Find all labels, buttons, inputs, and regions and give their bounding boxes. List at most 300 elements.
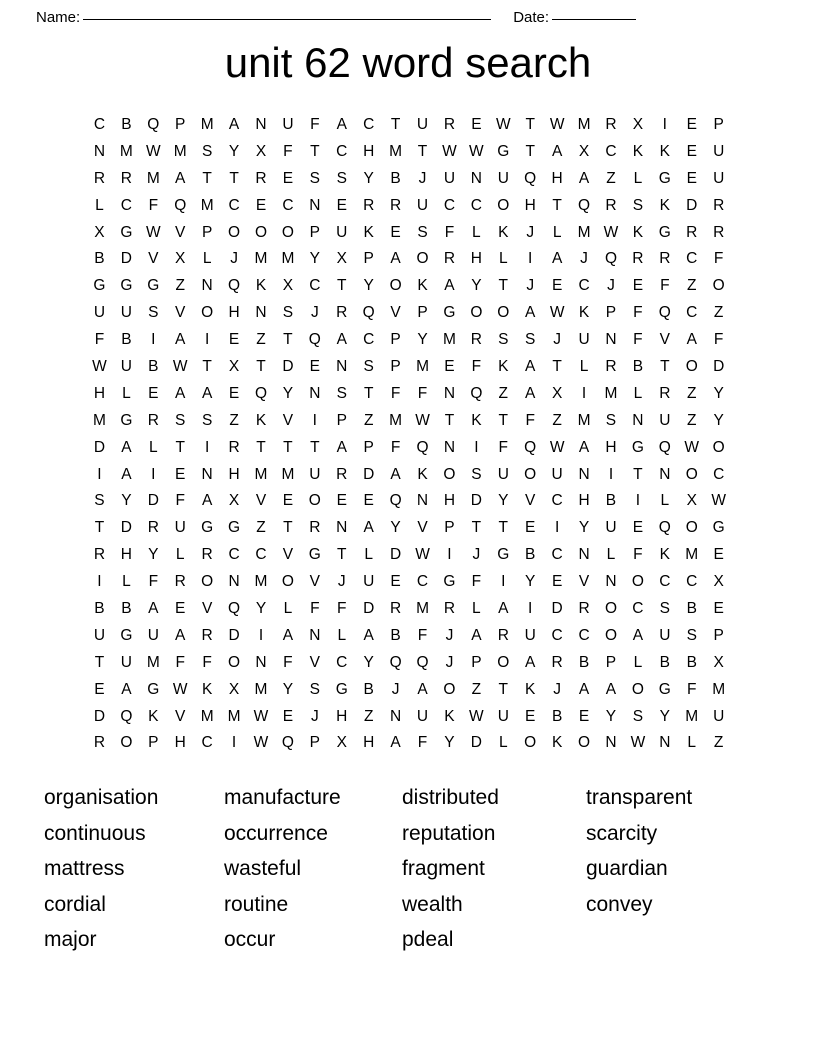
grid-cell[interactable]: L [633,169,643,187]
grid-cell[interactable]: O [228,223,241,241]
grid-cell[interactable]: S [175,411,186,429]
grid-cell[interactable]: L [122,573,131,591]
grid-cell[interactable]: O [712,438,725,456]
grid-cell[interactable]: L [472,600,481,618]
grid-cell[interactable]: T [498,680,509,698]
grid-cell[interactable]: A [525,384,536,402]
grid-cell[interactable]: E [148,384,159,402]
grid-cell[interactable]: J [337,573,346,591]
grid-cell[interactable]: Q [389,492,402,510]
grid-cell[interactable]: R [390,196,402,214]
grid-cell[interactable]: W [442,142,457,160]
grid-cell[interactable]: Z [713,734,724,752]
grid-cell[interactable]: N [605,734,617,752]
grid-cell[interactable]: O [281,223,294,241]
grid-cell[interactable]: C [551,626,563,644]
grid-cell[interactable]: H [228,304,240,322]
grid-cell[interactable]: V [255,492,267,510]
grid-cell[interactable]: X [228,492,240,510]
grid-cell[interactable]: R [228,438,240,456]
grid-cell[interactable]: I [231,734,237,752]
grid-cell[interactable]: S [659,600,670,618]
grid-cell[interactable]: V [417,519,428,537]
grid-cell[interactable]: B [551,707,563,725]
grid-cell[interactable]: P [148,734,159,752]
grid-cell[interactable]: M [254,250,268,268]
grid-cell[interactable]: M [416,600,429,618]
grid-cell[interactable]: X [713,653,724,671]
word-list-item[interactable]: reputation [402,821,496,845]
grid-cell[interactable]: O [497,196,510,214]
grid-cell[interactable]: J [391,680,400,698]
grid-cell[interactable]: O [685,519,698,537]
grid-cell[interactable]: F [94,331,105,349]
grid-cell[interactable]: K [551,734,563,752]
grid-cell[interactable]: S [686,626,697,644]
grid-cell[interactable]: V [282,546,294,564]
grid-cell[interactable]: K [363,223,374,241]
grid-cell[interactable]: Q [524,169,537,187]
grid-cell[interactable]: J [310,304,319,322]
grid-cell[interactable]: F [525,411,535,429]
grid-cell[interactable]: N [632,411,644,429]
grid-cell[interactable]: U [120,358,132,376]
grid-cell[interactable]: E [713,546,724,564]
grid-cell[interactable]: M [227,707,241,725]
grid-cell[interactable]: N [659,465,671,483]
date-write-line[interactable] [552,19,636,20]
grid-cell[interactable]: B [94,250,105,268]
grid-cell[interactable]: E [390,573,401,591]
grid-cell[interactable]: W [172,358,188,376]
grid-cell[interactable]: A [121,680,132,698]
grid-cell[interactable]: A [175,384,186,402]
grid-cell[interactable]: Q [578,196,591,214]
grid-cell[interactable]: C [120,196,132,214]
grid-cell[interactable]: V [175,223,186,241]
grid-cell[interactable]: O [685,465,698,483]
grid-cell[interactable]: J [553,331,561,349]
grid-cell[interactable]: Q [228,277,241,295]
grid-cell[interactable]: F [148,573,159,591]
grid-cell[interactable]: O [308,492,321,510]
grid-cell[interactable]: B [363,680,374,698]
grid-cell[interactable]: L [498,734,508,752]
grid-cell[interactable]: D [470,734,482,752]
grid-cell[interactable]: L [552,223,562,241]
grid-cell[interactable]: O [470,304,483,322]
grid-cell[interactable]: Y [713,384,724,402]
grid-cell[interactable]: E [686,116,697,133]
grid-cell[interactable]: N [93,142,106,160]
grid-cell[interactable]: K [444,707,455,725]
grid-cell[interactable]: F [660,277,670,295]
grid-cell[interactable]: T [660,358,670,376]
word-list-item[interactable]: wealth [402,892,463,916]
grid-cell[interactable]: O [254,223,268,241]
grid-cell[interactable]: D [713,358,725,376]
grid-cell[interactable]: P [363,438,374,456]
grid-cell[interactable]: Q [416,653,429,671]
grid-cell[interactable]: G [497,546,510,564]
grid-cell[interactable]: T [390,116,401,133]
grid-cell[interactable]: F [417,734,428,752]
grid-cell[interactable]: E [255,196,267,214]
word-list-item[interactable]: guardian [586,857,668,880]
grid-cell[interactable]: T [283,519,293,537]
grid-cell[interactable]: L [633,653,643,671]
grid-cell[interactable]: O [443,465,456,483]
grid-cell[interactable]: I [501,573,506,591]
grid-cell[interactable]: A [282,626,294,644]
grid-cell[interactable]: P [390,331,401,349]
grid-cell[interactable]: R [336,465,348,483]
grid-cell[interactable]: L [660,492,670,510]
grid-cell[interactable]: A [228,116,240,133]
grid-cell[interactable]: M [173,142,187,160]
grid-cell[interactable]: A [551,142,563,160]
grid-cell[interactable]: Y [309,250,320,268]
grid-cell[interactable]: S [336,384,347,402]
grid-cell[interactable]: U [120,304,132,322]
grid-cell[interactable]: Q [389,653,402,671]
grid-cell[interactable]: H [363,734,375,752]
grid-cell[interactable]: Z [256,519,266,537]
grid-cell[interactable]: C [578,626,590,644]
word-list-item[interactable]: distributed [402,786,499,809]
grid-cell[interactable]: A [444,277,455,295]
word-list-item[interactable]: mattress [44,857,125,880]
grid-cell[interactable]: W [549,438,565,456]
grid-cell[interactable]: C [443,196,456,214]
grid-cell[interactable]: A [363,626,374,644]
grid-cell[interactable]: A [578,680,590,698]
grid-cell[interactable]: R [174,573,186,591]
grid-cell[interactable]: F [175,653,185,671]
grid-cell[interactable]: A [175,169,186,187]
grid-cell[interactable]: M [389,142,403,160]
grid-cell[interactable]: R [605,358,617,376]
grid-cell[interactable]: V [175,304,186,322]
grid-cell[interactable]: A [551,250,563,268]
grid-cell[interactable]: F [471,358,482,376]
grid-cell[interactable]: B [121,331,132,349]
grid-cell[interactable]: M [685,707,699,725]
grid-cell[interactable]: F [175,492,185,510]
word-list-item[interactable]: pdeal [402,928,454,951]
grid-cell[interactable]: N [416,492,429,510]
grid-cell[interactable]: M [146,653,160,671]
grid-cell[interactable]: Y [282,384,294,402]
grid-cell[interactable]: P [713,116,724,133]
grid-cell[interactable]: V [309,573,320,591]
grid-cell[interactable]: I [528,600,533,618]
grid-cell[interactable]: K [632,223,644,241]
grid-cell[interactable]: S [605,411,617,429]
grid-cell[interactable]: H [120,546,132,564]
grid-cell[interactable]: R [497,626,509,644]
grid-cell[interactable]: C [363,331,375,349]
grid-cell[interactable]: E [363,492,374,510]
grid-cell[interactable]: Y [713,411,724,429]
grid-cell[interactable]: M [200,196,214,214]
grid-cell[interactable]: H [551,169,563,187]
grid-cell[interactable]: R [713,223,725,241]
grid-cell[interactable]: G [658,680,671,698]
grid-cell[interactable]: P [201,223,213,241]
grid-cell[interactable]: M [442,331,456,349]
grid-cell[interactable]: V [201,600,213,618]
grid-cell[interactable]: R [120,169,132,187]
grid-cell[interactable]: C [255,546,267,564]
grid-cell[interactable]: T [283,331,293,349]
grid-cell[interactable]: O [228,653,241,671]
grid-cell[interactable]: C [416,573,429,591]
grid-cell[interactable]: T [444,411,455,429]
grid-cell[interactable]: W [145,223,161,241]
grid-cell[interactable]: E [282,707,294,725]
grid-cell[interactable]: R [605,196,617,214]
grid-cell[interactable]: U [336,223,348,241]
grid-cell[interactable]: N [255,653,267,671]
grid-cell[interactable]: X [336,734,347,752]
grid-cell[interactable]: A [336,116,347,133]
grid-cell[interactable]: R [147,519,159,537]
grid-cell[interactable]: K [632,142,644,160]
grid-cell[interactable]: R [201,626,213,644]
grid-cell[interactable]: K [255,277,267,295]
word-list-item[interactable]: transparent [586,786,693,809]
grid-cell[interactable]: G [308,546,321,564]
grid-cell[interactable]: B [390,169,401,187]
grid-cell[interactable]: I [258,626,264,644]
grid-cell[interactable]: T [498,411,509,429]
grid-cell[interactable]: R [659,250,671,268]
grid-cell[interactable]: R [470,331,482,349]
grid-cell[interactable]: Y [148,546,159,564]
grid-cell[interactable]: I [635,492,641,510]
grid-cell[interactable]: S [201,142,213,160]
grid-cell[interactable]: B [121,600,132,618]
grid-cell[interactable]: I [204,331,210,349]
grid-cell[interactable]: T [256,358,266,376]
grid-cell[interactable]: G [201,519,214,537]
grid-cell[interactable]: F [713,250,724,268]
grid-cell[interactable]: T [633,465,643,483]
grid-cell[interactable]: I [151,465,156,483]
grid-cell[interactable]: N [201,465,213,483]
grid-cell[interactable]: Y [659,707,670,725]
grid-cell[interactable]: U [363,573,375,591]
grid-cell[interactable]: O [604,626,617,644]
grid-cell[interactable]: F [633,304,643,322]
grid-cell[interactable]: Y [390,519,401,537]
grid-cell[interactable]: T [525,142,535,160]
grid-cell[interactable]: Y [417,331,428,349]
grid-cell[interactable]: B [148,358,159,376]
grid-cell[interactable]: C [93,116,106,133]
grid-cell[interactable]: R [363,196,375,214]
grid-cell[interactable]: C [228,196,240,214]
grid-cell[interactable]: W [92,358,107,376]
grid-cell[interactable]: D [551,600,563,618]
grid-cell[interactable]: X [578,142,590,160]
grid-cell[interactable]: S [498,331,509,349]
grid-cell[interactable]: A [578,169,590,187]
grid-cell[interactable]: E [390,223,401,241]
grid-cell[interactable]: L [175,546,185,564]
grid-cell[interactable]: I [608,465,614,483]
grid-cell[interactable]: Y [471,277,482,295]
grid-cell[interactable]: H [578,492,590,510]
grid-cell[interactable]: E [175,465,186,483]
grid-cell[interactable]: R [93,546,106,564]
grid-cell[interactable]: O [631,573,644,591]
grid-cell[interactable]: O [524,465,537,483]
grid-cell[interactable]: D [363,465,375,483]
grid-cell[interactable]: K [498,358,509,376]
grid-cell[interactable]: Z [175,277,185,295]
grid-cell[interactable]: L [283,600,293,618]
grid-cell[interactable]: F [283,142,293,160]
grid-cell[interactable]: X [713,573,724,591]
grid-cell[interactable]: S [309,169,320,187]
word-list-item[interactable]: scarcity [586,821,658,845]
grid-cell[interactable]: U [713,142,725,160]
grid-cell[interactable]: O [524,734,537,752]
grid-cell[interactable]: S [632,196,644,214]
grid-cell[interactable]: B [525,546,536,564]
grid-cell[interactable]: W [630,734,646,752]
word-list-item[interactable]: occurrence [224,821,328,845]
grid-cell[interactable]: T [310,438,320,456]
grid-cell[interactable]: T [337,277,347,295]
grid-cell[interactable]: E [282,169,294,187]
grid-cell[interactable]: Z [471,680,482,698]
word-list-item[interactable]: wasteful [224,857,302,880]
grid-cell[interactable]: W [549,304,565,322]
grid-cell[interactable]: E [551,277,563,295]
grid-cell[interactable]: I [151,331,156,349]
grid-cell[interactable]: K [417,277,428,295]
grid-cell[interactable]: S [148,304,159,322]
grid-cell[interactable]: X [632,116,644,133]
grid-cell[interactable]: M [254,680,268,698]
grid-cell[interactable]: Y [363,169,374,187]
grid-cell[interactable]: K [471,411,482,429]
grid-cell[interactable]: R [551,653,563,671]
grid-cell[interactable]: U [578,331,590,349]
grid-cell[interactable]: C [686,250,698,268]
grid-cell[interactable]: H [605,438,617,456]
grid-cell[interactable]: V [525,492,536,510]
grid-cell[interactable]: F [471,573,482,591]
grid-cell[interactable]: O [631,680,644,698]
grid-cell[interactable]: E [228,384,240,402]
grid-cell[interactable]: E [175,600,186,618]
grid-cell[interactable]: S [201,411,213,429]
grid-cell[interactable]: J [230,250,238,268]
grid-cell[interactable]: J [310,707,319,725]
grid-cell[interactable]: H [228,465,240,483]
grid-cell[interactable]: T [498,277,509,295]
grid-cell[interactable]: C [659,573,671,591]
grid-cell[interactable]: O [685,358,698,376]
grid-cell[interactable]: W [684,438,700,456]
grid-cell[interactable]: V [309,653,320,671]
grid-cell[interactable]: Q [308,331,321,349]
grid-cell[interactable]: E [336,492,347,510]
grid-cell[interactable]: H [363,142,375,160]
grid-cell[interactable]: R [578,600,590,618]
grid-cell[interactable]: E [578,707,590,725]
grid-cell[interactable]: L [606,546,616,564]
grid-cell[interactable]: A [578,438,590,456]
grid-cell[interactable]: P [417,304,428,322]
grid-cell[interactable]: P [605,653,617,671]
grid-cell[interactable]: Y [578,519,590,537]
grid-cell[interactable]: D [147,492,159,510]
grid-cell[interactable]: X [94,223,105,241]
grid-cell[interactable]: J [472,546,481,564]
grid-cell[interactable]: Z [606,169,616,187]
grid-cell[interactable]: K [578,304,590,322]
grid-cell[interactable]: X [282,277,294,295]
grid-cell[interactable]: G [120,626,133,644]
grid-cell[interactable]: B [578,653,590,671]
grid-cell[interactable]: U [282,116,294,133]
grid-cell[interactable]: E [713,600,724,618]
grid-cell[interactable]: R [390,600,402,618]
grid-cell[interactable]: X [228,680,240,698]
grid-cell[interactable]: L [687,734,697,752]
grid-cell[interactable]: W [549,116,565,133]
grid-cell[interactable]: K [659,196,670,214]
grid-cell[interactable]: W [172,680,188,698]
grid-cell[interactable]: S [632,707,644,725]
grid-cell[interactable]: V [578,573,590,591]
grid-cell[interactable]: Z [363,411,374,429]
grid-cell[interactable]: M [604,384,618,402]
grid-cell[interactable]: Z [363,707,374,725]
grid-cell[interactable]: U [497,707,509,725]
grid-cell[interactable]: L [633,384,643,402]
grid-cell[interactable]: C [686,304,698,322]
grid-cell[interactable]: O [497,304,510,322]
grid-cell[interactable]: N [390,707,402,725]
grid-cell[interactable]: K [417,465,428,483]
grid-cell[interactable]: Q [174,196,187,214]
grid-cell[interactable]: M [577,223,591,241]
grid-cell[interactable]: Y [228,142,240,160]
grid-cell[interactable]: A [201,384,213,402]
grid-cell[interactable]: L [579,358,589,376]
grid-cell[interactable]: F [390,438,401,456]
grid-cell[interactable]: F [148,196,159,214]
grid-cell[interactable]: O [578,734,591,752]
grid-cell[interactable]: D [470,492,482,510]
grid-cell[interactable]: D [120,250,132,268]
grid-cell[interactable]: U [551,465,563,483]
grid-cell[interactable]: C [309,277,321,295]
grid-cell[interactable]: Y [363,277,374,295]
grid-cell[interactable]: U [497,169,509,187]
grid-cell[interactable]: N [309,384,321,402]
grid-cell[interactable]: O [443,680,456,698]
grid-cell[interactable]: A [471,626,482,644]
grid-cell[interactable]: B [121,116,132,133]
grid-cell[interactable]: P [471,653,482,671]
